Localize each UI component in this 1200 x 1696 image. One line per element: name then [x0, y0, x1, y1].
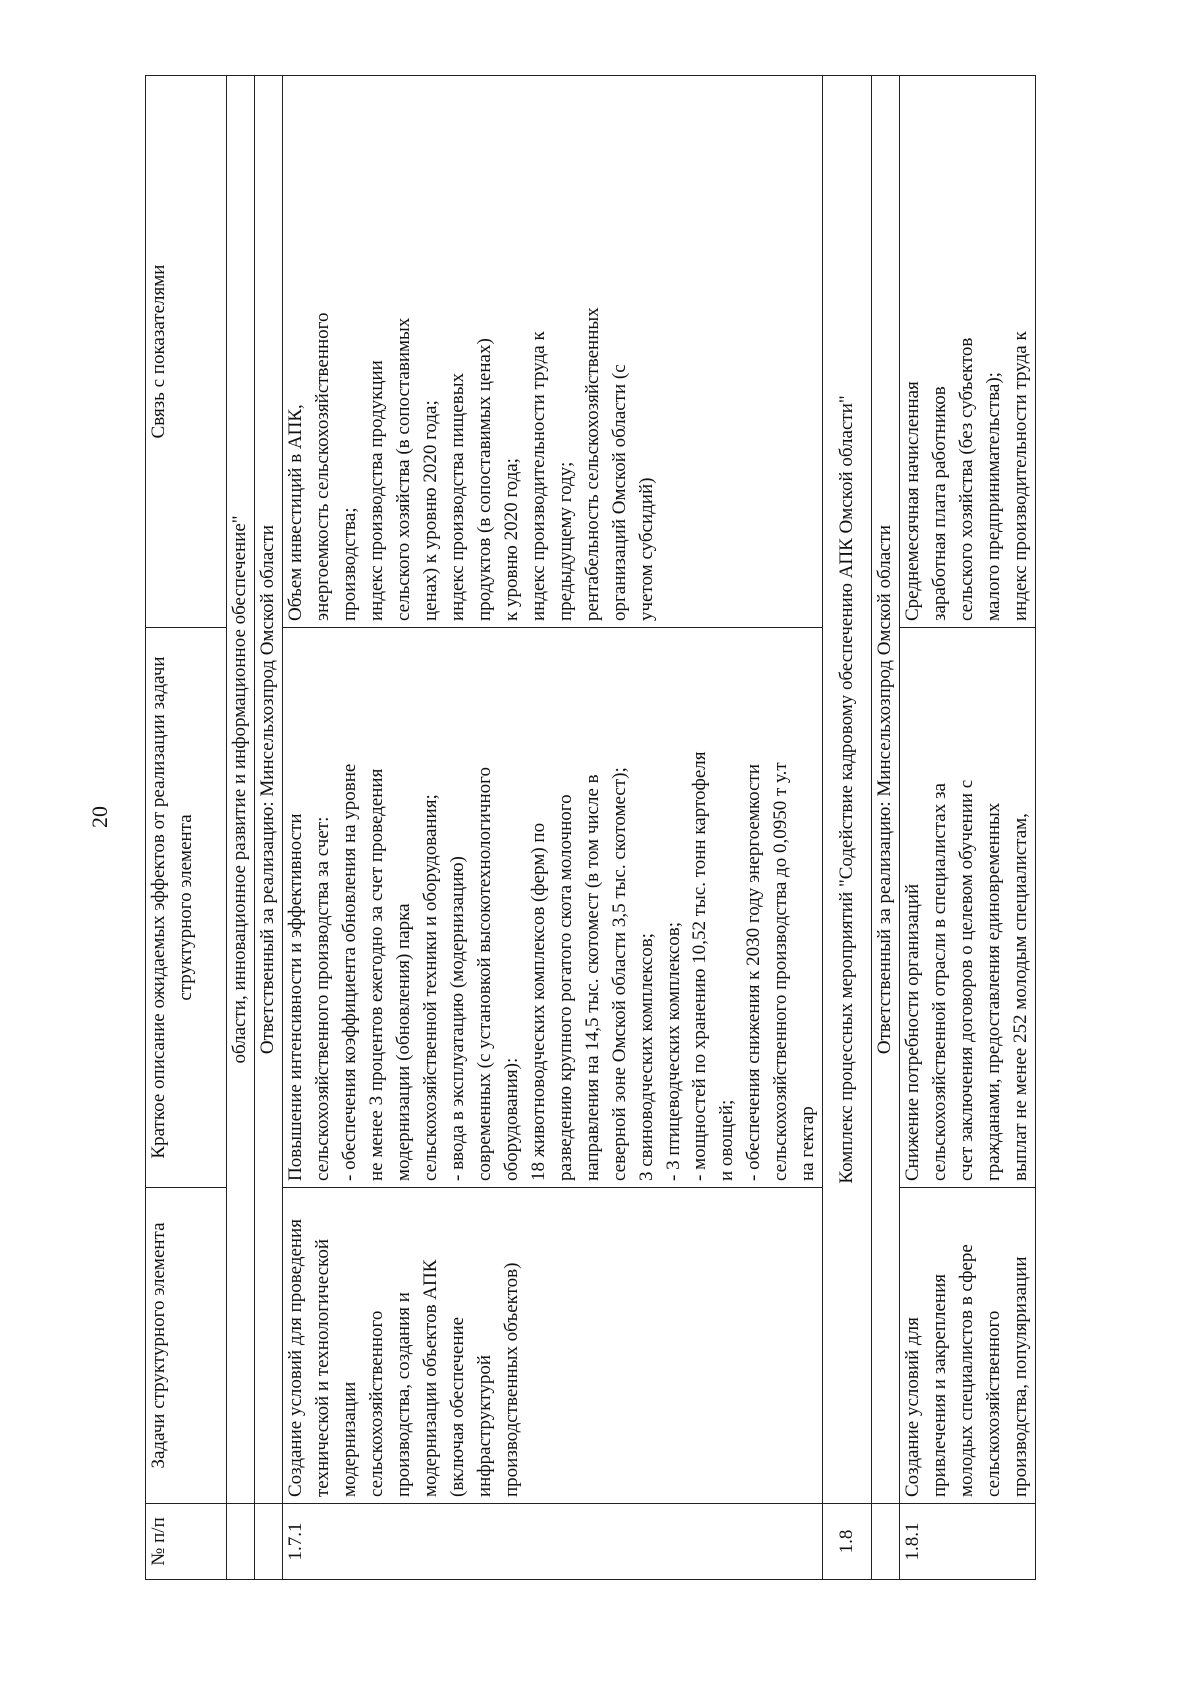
- indicator-line: учетом субсидий): [635, 477, 657, 621]
- row-number: 1.8.1: [900, 1504, 1036, 1580]
- program-table: [145, 75, 1036, 1580]
- effects-cell: [282, 628, 822, 1188]
- indicator-line: индекс производительности труда к: [1010, 331, 1032, 621]
- task-line: молодых специалистов в сфере: [956, 1244, 978, 1497]
- effect-line: сельскохозяйственной отрасли в специалистах за: [929, 783, 951, 1181]
- indicator-line: заработная плата работников: [929, 386, 951, 621]
- table-row: [227, 76, 255, 1580]
- indicator-line: производства;: [338, 507, 360, 621]
- task-line: производства, создания и: [392, 1292, 414, 1497]
- task-line: модернизации объектов АПК: [419, 1259, 441, 1497]
- row-number: 1.8: [823, 1504, 872, 1580]
- effect-line: - обеспечения коэффициента обновления на уровне: [338, 763, 360, 1181]
- indicator-line: ценах) к уровню 2020 года;: [419, 400, 441, 621]
- task-line: привлечения и закрепления: [929, 1274, 951, 1497]
- task-line: производственных объектов): [500, 1262, 522, 1497]
- effect-line: северной зоне Омской области 3,5 тыс. скотомест);: [608, 767, 630, 1181]
- effect-line: 18 животноводческих комплексов (ферм) по: [527, 822, 549, 1181]
- effect-line: - 3 птицеводческих комплексов;: [662, 921, 684, 1181]
- indicator-line: индекс производства пищевых: [446, 373, 468, 621]
- page-number: 20: [87, 806, 112, 828]
- table-row-1-8: [823, 76, 872, 1580]
- table-header-row: [146, 76, 227, 1580]
- indicator-line: индекс производства продукции: [365, 360, 387, 621]
- task-line: Создание условий для: [902, 1317, 924, 1497]
- task-cell: [900, 1188, 1036, 1504]
- task-line: модернизации: [338, 1381, 360, 1497]
- effect-line: не менее 3 процентов ежегодно за счет проведения: [365, 768, 387, 1181]
- empty-cell: [872, 1504, 900, 1580]
- effect-line: оборудования):: [500, 1057, 522, 1181]
- effect-line: сельскохозяйственной техники и оборудования;: [419, 794, 441, 1181]
- indicators-cell: [900, 76, 1036, 628]
- task-line: (включая обеспечение: [446, 1316, 468, 1497]
- effect-line: 3 свиноводческих комплексов;: [635, 933, 657, 1181]
- indicator-line: рентабельность сельскохозяйственных: [581, 307, 603, 621]
- header-link: Связь с показателями: [146, 76, 227, 628]
- effect-line: Снижение потребности организаций: [902, 883, 924, 1181]
- indicator-line: малого предпринимательства);: [983, 372, 1005, 621]
- header-tasks: Задачи структурного элемента: [146, 1188, 227, 1504]
- indicator-line: индекс производительности труда к: [527, 331, 549, 621]
- task-line: производства, популяризации: [1010, 1256, 1032, 1497]
- task-line: технической и технологической: [311, 1239, 333, 1497]
- header-effects: Краткое описание ожидаемых эффектов от реализации задачи структурного элемента: [146, 628, 227, 1188]
- continued-section-title: области, инновационное развитие и информационное обеспечение": [227, 76, 255, 1504]
- effect-line: Повышение интенсивности и эффективности: [284, 813, 306, 1181]
- effects-cell: [900, 628, 1036, 1188]
- effect-line: гражданами, предоставления единовременных: [983, 802, 1005, 1181]
- effect-line: выплат не менее 252 молодым специалистам,: [1010, 813, 1032, 1181]
- task-line: инфраструктурой: [473, 1355, 495, 1497]
- header-num: № п/п: [146, 1504, 227, 1580]
- indicator-line: сельского хозяйства (в сопоставимых: [392, 317, 414, 621]
- row-number: 1.7.1: [282, 1504, 822, 1580]
- effect-line: модернизации (обновления) парка: [392, 903, 414, 1181]
- effect-line: - мощностей по хранению 10,52 тыс. тонн картофеля: [689, 751, 711, 1181]
- indicators-cell: [282, 76, 822, 628]
- indicator-line: к уровню 2020 года;: [500, 458, 522, 621]
- table-row: [254, 76, 282, 1580]
- effect-line: - обеспечения снижения к 2030 году энергоемкости: [743, 763, 765, 1181]
- task-line: Создание условий для проведения: [284, 1219, 306, 1497]
- table-row: [872, 76, 900, 1580]
- indicator-line: Объем инвестиций в АПК,: [284, 404, 306, 621]
- indicator-line: Среднемесячная начисленная: [902, 381, 924, 621]
- task-cell: [282, 1188, 822, 1504]
- indicator-line: организаций Омской области (с: [608, 364, 630, 621]
- task-line: сельскохозяйственного: [365, 1310, 387, 1497]
- indicator-line: сельского хозяйства (без субъектов: [956, 337, 978, 621]
- table-row-1-8-1: [900, 76, 1036, 1580]
- effect-line: современных (с установкой высокотехнологичного: [473, 767, 495, 1181]
- rotated-page-content: [145, 76, 1063, 1580]
- task-line: сельскохозяйственного: [983, 1310, 1005, 1497]
- effect-line: счет заключения договоров о целевом обучении с: [956, 779, 978, 1181]
- effect-line: - ввода в эксплуатацию (модернизацию): [446, 856, 468, 1181]
- empty-cell: [227, 1504, 255, 1580]
- responsible-line-1: Ответственный за реализацию: Минсельхозпрод Омской области: [254, 76, 282, 1504]
- indicator-line: предыдущему году;: [554, 461, 576, 621]
- indicator-line: энергоемкость сельскохозяйственного: [311, 312, 333, 621]
- effect-line: разведению крупного рогатого скота молочного: [554, 794, 576, 1181]
- effect-line: направления на 14,5 тыс. скотомест (в том числе в: [581, 774, 603, 1181]
- effect-line: на гектар: [797, 1106, 819, 1181]
- table-row-1-7-1: [282, 76, 822, 1580]
- effect-line: и овощей;: [716, 1099, 738, 1181]
- effect-line: сельскохозяйственного производства за счет:: [311, 816, 333, 1181]
- empty-cell: [254, 1504, 282, 1580]
- effect-line: сельскохозяйственного производства до 0,0950 т у.т: [770, 762, 792, 1181]
- responsible-line-2: Ответственный за реализацию: Минсельхозпрод Омской области: [872, 76, 900, 1504]
- process-complex-title: Комплекс процессных мероприятий "Содействие кадровому обеспечению АПК Омской области": [823, 76, 872, 1504]
- indicator-line: продуктов (в сопоставимых ценах): [473, 338, 495, 621]
